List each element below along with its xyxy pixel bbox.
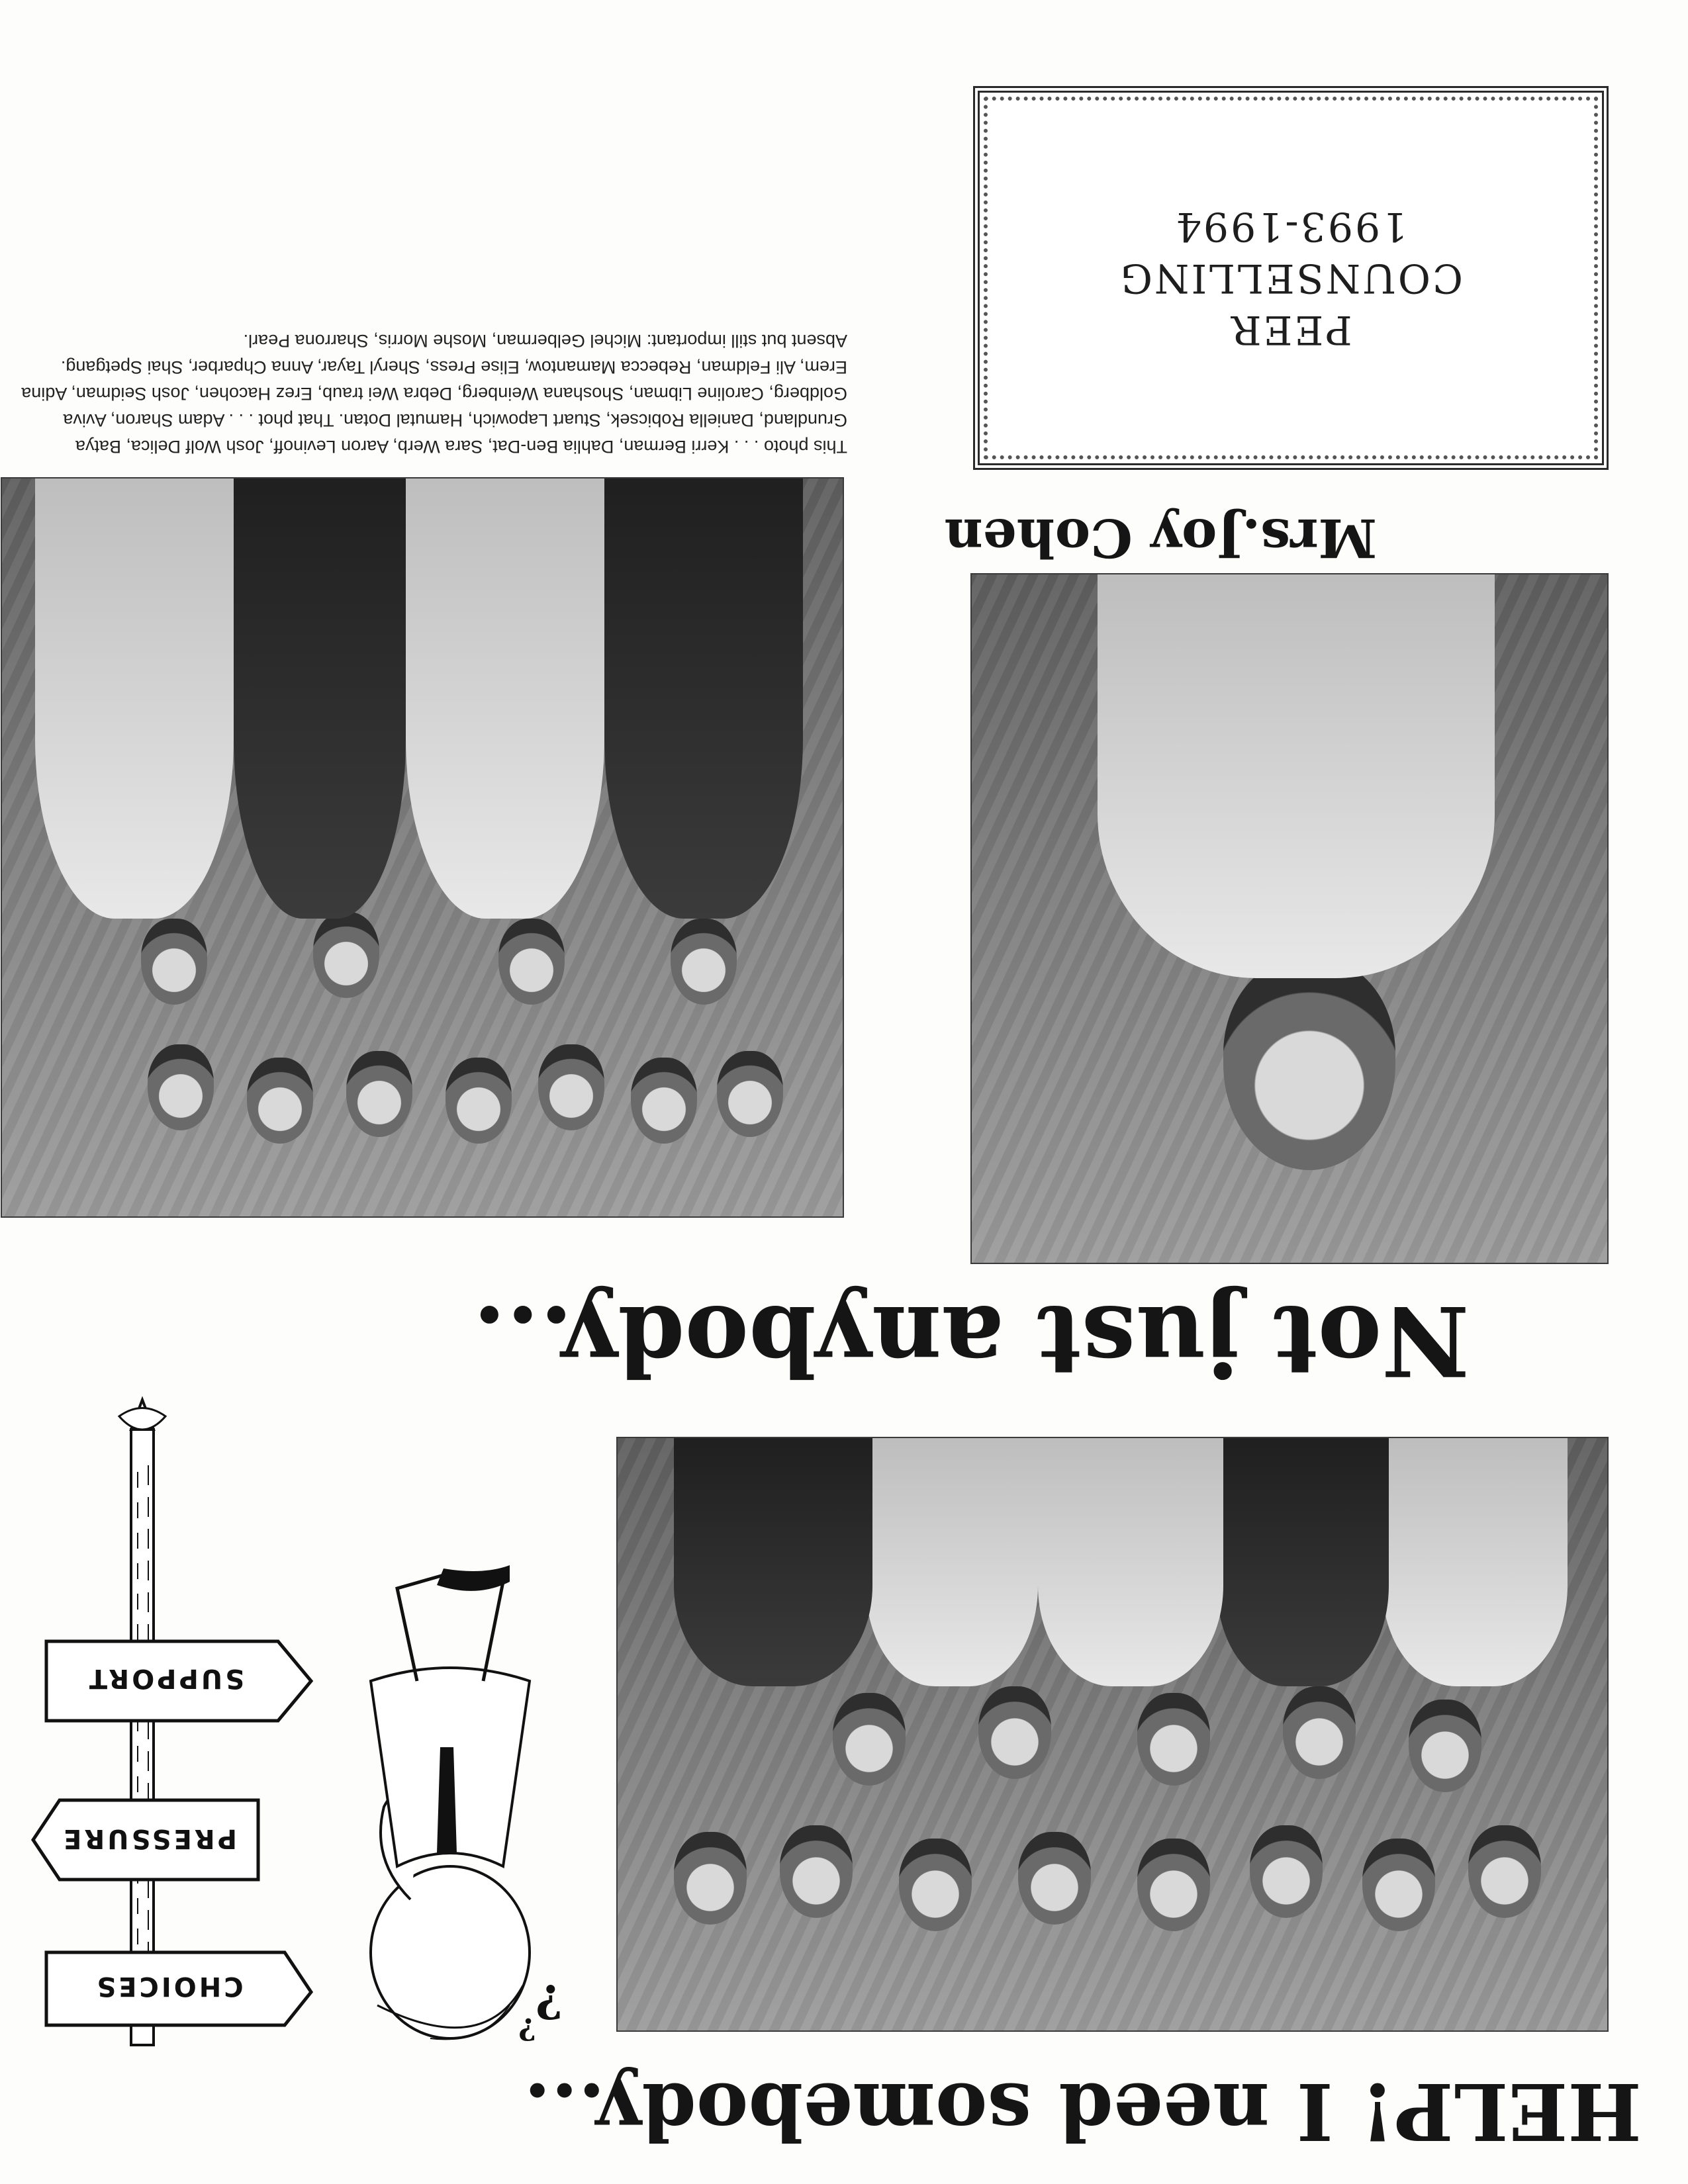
photo-caption: This photo . . . Kerri Berman, Dahlia Ben-Dat, Sara Werb, Aaron Levinoff, Josh Wolf Delica, Batya Grundland, Daniella Robicsek, Stuart Lapowich, Hamutal Dotan. That phot . . . Adam Sharon, Aviva Goldberg, Caroline Libman, Shoshana Weinberg, Debra Wei traub, Erez Hacohen, Josh Seidman, Adina Erem, Ali Feldman, Rebecca Mamantow, Elise Press, Sheryl Tayar, Anna Chparber, Shai Spetgang. Absent but still important: Michel Gelberman, Moshe Morris, Sharrona Pearl.: [21, 331, 847, 457]
pressure-sign: [33, 1800, 258, 1880]
pressure-sign-label: PRESSURE: [61, 1823, 237, 1854]
signpost-cartoon: [26, 1390, 324, 2052]
group-photo-bottom: [1, 477, 844, 1218]
not-just-anybody-headline: Not just anybody...: [473, 1284, 1470, 1396]
group-photo-top: [616, 1437, 1609, 2032]
help-headline: HELP! I need somebody...: [524, 2066, 1642, 2158]
choices-sign: [46, 1952, 311, 2025]
support-sign-label: SUPPORT: [86, 1663, 245, 1694]
svg-text:?: ?: [535, 1974, 563, 2029]
title-line-2: COUNSELLING: [1119, 255, 1463, 301]
title-box: [973, 86, 1609, 470]
confused-person-cartoon: [324, 1562, 589, 2065]
svg-text:?: ?: [518, 2011, 536, 2047]
support-sign: [46, 1641, 311, 1721]
advisor-photo: [970, 573, 1609, 1264]
advisor-name: Mrs.Joy Cohen: [944, 507, 1377, 569]
title-line-1: PEER: [1229, 306, 1352, 353]
title-line-3: 1993-1994: [1174, 203, 1408, 250]
choices-sign-label: CHOICES: [94, 1971, 244, 2001]
